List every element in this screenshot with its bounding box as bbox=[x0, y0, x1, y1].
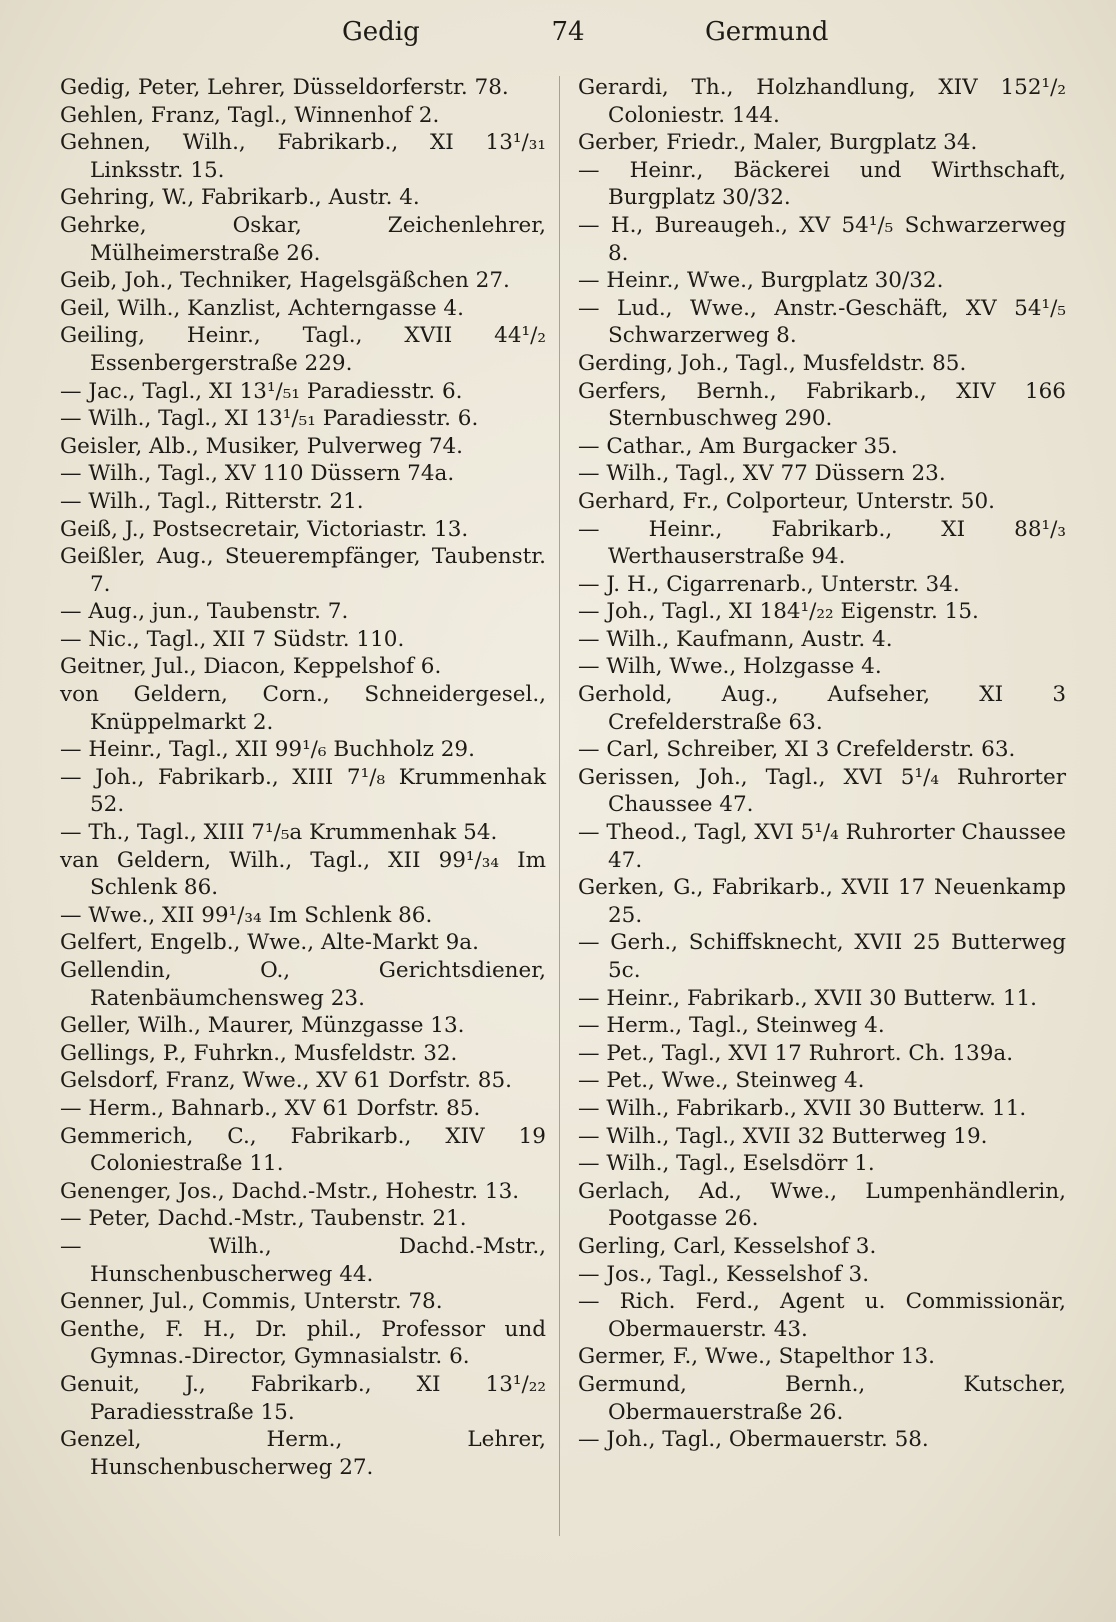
directory-entry: Genthe, F. H., Dr. phil., Professor und Gymnas.-Director, Gymnasialstr. 6. bbox=[60, 1316, 546, 1370]
directory-entry: Gedig, Peter, Lehrer, Düsseldorferstr. 78. bbox=[60, 75, 509, 100]
directory-entry: Genzel, Herm., Lehrer, Hunschenbuscherweg 27. bbox=[60, 1427, 546, 1480]
directory-entry: — Wilh., Tagl., XVII 32 Butterweg 19. bbox=[578, 1123, 988, 1149]
directory-entry: Geller, Wilh., Maurer, Münzgasse 13. bbox=[60, 1013, 465, 1039]
directory-entry: — Jos., Tagl., Kesselshof 3. bbox=[578, 1261, 870, 1287]
directory-entry: Geiß, J., Postsecretair, Victoriastr. 13. bbox=[60, 516, 469, 542]
directory-entry: Gerardi, Th., Holzhandlung, XIV 152¹/₂ Coloniestr. 144. bbox=[578, 75, 1066, 128]
directory-entry: — Rich. Ferd., Agent u. Commissionär, Obermauerstr. 43. bbox=[578, 1289, 1066, 1342]
directory-entry: — Cathar., Am Burgacker 35. bbox=[578, 433, 898, 459]
directory-entry: Gerlach, Ad., Wwe., Lumpenhändlerin, Pootgasse 26. bbox=[578, 1178, 1066, 1232]
directory-entry: Gelfert, Engelb., Wwe., Alte-Markt 9a. bbox=[60, 930, 479, 956]
directory-entry: Geisler, Alb., Musiker, Pulverweg 74. bbox=[60, 433, 464, 459]
running-head bbox=[60, 12, 1076, 52]
directory-entry: — Gerh., Schiffsknecht, XVII 25 Butterweg 5c. bbox=[578, 930, 1066, 983]
directory-entry: Gerding, Joh., Tagl., Musfeldstr. 85. bbox=[578, 350, 967, 376]
directory-entry: van Geldern, Wilh., Tagl., XII 99¹/₃₄ Im Schlenk 86. bbox=[60, 847, 546, 901]
directory-entry: — Heinr., Bäckerei und Wirthschaft, Burgplatz 30/32. bbox=[578, 157, 1066, 211]
directory-entry: Gerfers, Bernh., Fabrikarb., XIV 166 Sternbuschweg 290. bbox=[578, 378, 1066, 432]
directory-entry: Geib, Joh., Techniker, Hagelsgäßchen 27. bbox=[60, 268, 510, 294]
directory-entry: — Heinr., Fabrikarb., XVII 30 Butterw. 11. bbox=[578, 985, 1038, 1011]
directory-entry: — Heinr., Tagl., XII 99¹/₆ Buchholz 29. bbox=[60, 737, 475, 763]
directory-entry: Gehring, W., Fabrikarb., Austr. 4. bbox=[60, 185, 420, 211]
directory-entry: Genenger, Jos., Dachd.-Mstr., Hohestr. 13. bbox=[60, 1178, 520, 1204]
directory-entry: Genner, Jul., Commis, Unterstr. 78. bbox=[60, 1289, 443, 1315]
directory-entry: Gemmerich, C., Fabrikarb., XIV 19 Coloniestraße 11. bbox=[60, 1123, 546, 1177]
directory-entry: — Joh., Tagl., Obermauerstr. 58. bbox=[578, 1427, 929, 1453]
directory-entry: — Theod., Tagl, XVI 5¹/₄ Ruhrorter Chaussee 47. bbox=[578, 820, 1066, 873]
header-last-name: Germund bbox=[705, 17, 829, 47]
directory-entry: Gehlen, Franz, Tagl., Winnenhof 2. bbox=[60, 102, 440, 128]
directory-entry: — Jac., Tagl., XI 13¹/₅₁ Paradiesstr. 6. bbox=[60, 378, 463, 404]
directory-entry: — Nic., Tagl., XII 7 Südstr. 110. bbox=[60, 626, 405, 652]
directory-entry: Gellings, P., Fuhrkn., Musfeldstr. 32. bbox=[60, 1040, 458, 1066]
directory-entry: — Heinr., Fabrikarb., XI 88¹/₃ Werthauserstraße 94. bbox=[578, 516, 1066, 570]
directory-entry: — Joh., Fabrikarb., XIII 7¹/₈ Krummenhak 52. bbox=[60, 764, 546, 818]
column-divider bbox=[559, 76, 560, 1536]
header-first-name: Gedig bbox=[342, 17, 420, 47]
directory-entry: — Wwe., XII 99¹/₃₄ Im Schlenk 86. bbox=[60, 902, 433, 928]
directory-entry: — Wilh., Fabrikarb., XVII 30 Butterw. 11. bbox=[578, 1095, 1027, 1121]
directory-entry: — Wilh., Dachd.-Mstr., Hunschenbuscherweg 44. bbox=[60, 1233, 546, 1287]
directory-entry: Germer, F., Wwe., Stapelthor 13. bbox=[578, 1344, 935, 1370]
directory-entry: — J. H., Cigarrenarb., Unterstr. 34. bbox=[578, 571, 960, 597]
directory-entry: — Peter, Dachd.-Mstr., Taubenstr. 21. bbox=[60, 1206, 467, 1232]
directory-entry: — Wilh., Tagl., XI 13¹/₅₁ Paradiesstr. 6. bbox=[60, 406, 479, 432]
right-column bbox=[578, 74, 1066, 1454]
page-number: 74 bbox=[551, 17, 585, 47]
directory-entry: Geißler, Aug., Steuerempfänger, Taubenstr. 7. bbox=[60, 544, 546, 597]
directory-entry: — Herm., Tagl., Steinweg 4. bbox=[578, 1013, 885, 1039]
directory-entry: Gerissen, Joh., Tagl., XVI 5¹/₄ Ruhrorter Chaussee 47. bbox=[578, 764, 1066, 818]
directory-entry: Gerling, Carl, Kesselshof 3. bbox=[578, 1233, 877, 1259]
directory-entry: Gehrke, Oskar, Zeichenlehrer, Mülheimerstraße 26. bbox=[60, 212, 546, 266]
directory-entry: Germund, Bernh., Kutscher, Obermauerstraße 26. bbox=[578, 1371, 1066, 1425]
directory-entry: Gerhold, Aug., Aufseher, XI 3 Crefelderstraße 63. bbox=[578, 682, 1066, 735]
directory-entry: Geiling, Heinr., Tagl., XVII 44¹/₂ Essenbergerstraße 229. bbox=[60, 323, 546, 376]
directory-entry: Gerhard, Fr., Colporteur, Unterstr. 50. bbox=[578, 488, 995, 514]
directory-entry: — Herm., Bahnarb., XV 61 Dorfstr. 85. bbox=[60, 1095, 481, 1121]
directory-entry: — Wilh., Tagl., Eselsdörr 1. bbox=[578, 1151, 875, 1177]
directory-entry: — Wilh., Tagl., Ritterstr. 21. bbox=[60, 488, 364, 514]
directory-entry: von Geldern, Corn., Schneidergesel., Knüppelmarkt 2. bbox=[60, 682, 546, 735]
directory-entry: — Carl, Schreiber, XI 3 Crefelderstr. 63. bbox=[578, 737, 1016, 763]
directory-entry: Geil, Wilh., Kanzlist, Achterngasse 4. bbox=[60, 295, 464, 321]
directory-entry: Gellendin, O., Gerichtsdiener, Ratenbäumchensweg 23. bbox=[60, 958, 546, 1011]
directory-entry: Gelsdorf, Franz, Wwe., XV 61 Dorfstr. 85. bbox=[60, 1068, 512, 1094]
directory-entry: — Th., Tagl., XIII 7¹/₅a Krummenhak 54. bbox=[60, 820, 498, 846]
directory-entry: — Aug., jun., Taubenstr. 7. bbox=[60, 599, 349, 625]
directory-entry: — Wilh., Tagl., XV 77 Düssern 23. bbox=[578, 461, 946, 487]
directory-entry: — Joh., Tagl., XI 184¹/₂₂ Eigenstr. 15. bbox=[578, 599, 979, 625]
directory-entry: — Pet., Tagl., XVI 17 Ruhrort. Ch. 139a. bbox=[578, 1040, 1014, 1066]
directory-entry: Gehnen, Wilh., Fabrikarb., XI 13¹/₃₁ Linksstr. 15. bbox=[60, 130, 546, 183]
directory-entry: Geitner, Jul., Diacon, Keppelshof 6. bbox=[60, 654, 442, 680]
directory-entry: Gerber, Friedr., Maler, Burgplatz 34. bbox=[578, 130, 978, 156]
directory-entry: — Lud., Wwe., Anstr.-Geschäft, XV 54¹/₅ Schwarzerweg 8. bbox=[578, 295, 1066, 349]
directory-entry: Gerken, G., Fabrikarb., XVII 17 Neuenkamp 25. bbox=[578, 875, 1066, 928]
directory-entry: — Heinr., Wwe., Burgplatz 30/32. bbox=[578, 268, 944, 294]
directory-entry: — Wilh, Wwe., Holzgasse 4. bbox=[578, 654, 882, 680]
directory-entry: — Wilh., Kaufmann, Austr. 4. bbox=[578, 626, 893, 652]
directory-entry: — Wilh., Tagl., XV 110 Düssern 74a. bbox=[60, 461, 455, 487]
directory-entry: — Pet., Wwe., Steinweg 4. bbox=[578, 1068, 865, 1094]
directory-entry: — H., Bureaugeh., XV 54¹/₅ Schwarzerweg 8. bbox=[578, 212, 1066, 266]
directory-entry: Genuit, J., Fabrikarb., XI 13¹/₂₂ Paradiesstraße 15. bbox=[60, 1371, 546, 1425]
left-column bbox=[60, 74, 546, 1481]
